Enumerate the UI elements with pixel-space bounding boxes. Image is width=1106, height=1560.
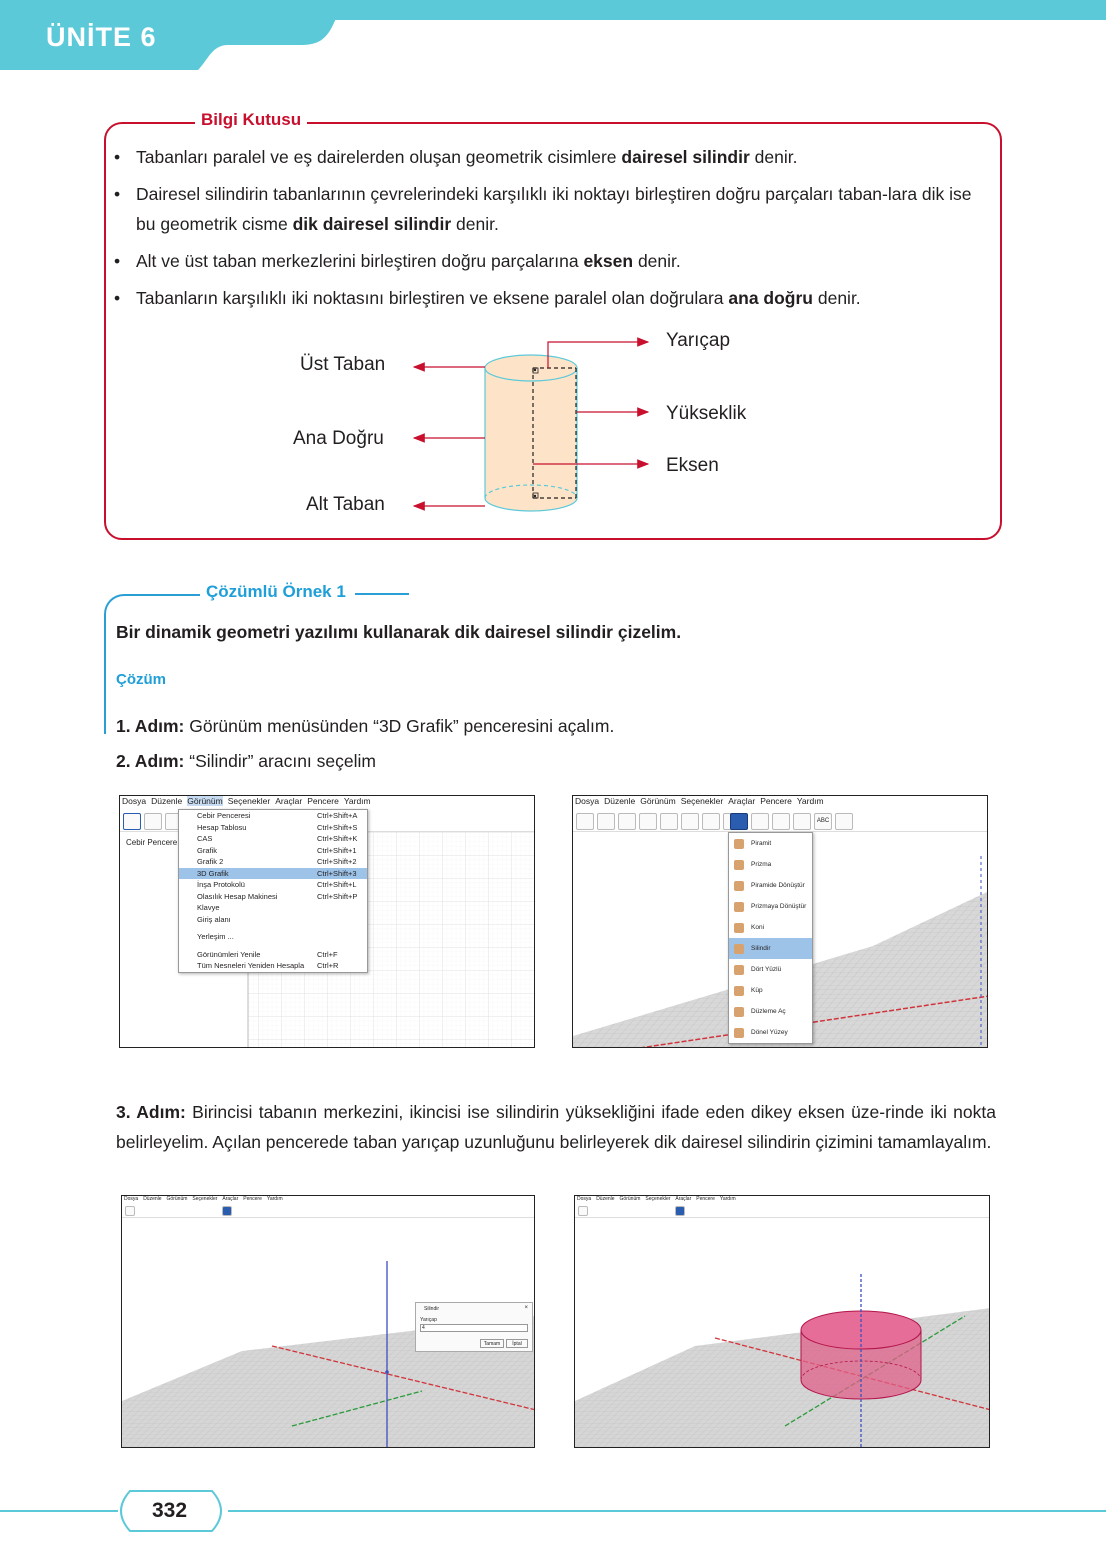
menubar	[573, 796, 987, 809]
menu-yardim[interactable]: Yardım	[796, 796, 824, 806]
point-tool-icon[interactable]	[597, 813, 615, 830]
sphere-tool-icon[interactable]	[751, 813, 769, 830]
menu-pencere[interactable]: Pencere	[307, 796, 339, 806]
view-menu-item[interactable]: İnşa Protokolü Ctrl+Shift+L	[197, 880, 357, 889]
view-menu-item[interactable]: CAS Ctrl+Shift+K	[197, 834, 358, 843]
3d-plane-with-cylinder	[575, 1196, 990, 1448]
ok-button[interactable]: Tamam	[480, 1339, 504, 1348]
info-bullets	[114, 142, 994, 320]
menu-secenekler[interactable]: Seçenekler	[645, 1196, 671, 1202]
radius-dialog	[415, 1302, 533, 1352]
solids-tool-menu	[728, 832, 813, 1044]
example-frame	[104, 594, 304, 734]
menubar	[575, 1196, 989, 1204]
text-tool-icon[interactable]: ABC	[814, 813, 832, 830]
tool-item[interactable]: Prizma	[729, 854, 812, 875]
circle-tool-icon[interactable]	[681, 813, 699, 830]
cylinder-diagram	[400, 330, 670, 525]
cancel-button[interactable]: İptal	[506, 1339, 528, 1348]
menu-pencere[interactable]: Pencere	[696, 1196, 715, 1202]
info-box-title: Bilgi Kutusu	[195, 110, 307, 130]
view-menu-item[interactable]: Hesap Tablosu Ctrl+Shift+S	[197, 822, 358, 832]
label-yaricap: Yarıçap	[666, 330, 731, 351]
step-2: 2. Adım: “Silindir” aracını seçelim	[116, 751, 376, 771]
toolbar	[573, 810, 987, 832]
move-tool-icon[interactable]	[578, 1206, 588, 1216]
tool-item[interactable]: Prizmaya Dönüştür	[729, 896, 812, 917]
reflect-tool-icon[interactable]	[793, 813, 811, 830]
bullet-3: • Alt ve üst taban merkezlerini birleştiren doğru parçalarına eksen denir.	[114, 246, 994, 276]
menu-pencere[interactable]: Pencere	[760, 796, 792, 806]
label-eksen: Eksen	[666, 455, 719, 476]
menu-dosya[interactable]: Dosya	[575, 796, 600, 806]
unit-label: ÜNİTE 6	[46, 22, 157, 52]
view-menu-item[interactable]: Cebir Penceresi Ctrl+Shift+A	[197, 811, 358, 820]
view-menu-item-3d-graphics[interactable]: 3D Grafik Ctrl+Shift+3	[179, 868, 367, 880]
bullet-4: • Tabanların karşılıklı iki noktasını birleştiren ve eksene paralel olan doğrulara ana doğru denir.	[114, 283, 994, 313]
menubar	[120, 796, 534, 809]
menu-duzenle[interactable]: Düzenle	[596, 1196, 615, 1202]
move-tool-icon[interactable]	[125, 1206, 135, 1216]
angle-tool-icon[interactable]	[772, 813, 790, 830]
toolbar	[575, 1205, 989, 1218]
view-menu-item[interactable]: Grafik 2 Ctrl+Shift+2	[197, 857, 357, 866]
view-menu-item[interactable]: Klavye	[197, 903, 220, 912]
screenshot-finished-cylinder	[574, 1195, 990, 1448]
step-3: 3. Adım: Birincisi tabanın merkezini, ikincisi ise silindirin yüksekliğini ifade eden dikey eksen üze-rinde iki nokta belirleyelim. Açılan pencerede taban yarıçap uzunluğunu belirleyerek dik dairesel silindirin çizimini tamamlayalım.	[116, 1102, 996, 1152]
radius-label: Yarıçap	[420, 1317, 437, 1323]
example-title: Çözümlü Örnek 1	[200, 582, 352, 602]
tool-item[interactable]: Dönel Yüzey	[729, 1022, 812, 1043]
menu-pencere[interactable]: Pencere	[243, 1196, 262, 1202]
menu-duzenle[interactable]: Düzenle	[604, 796, 636, 806]
label-alt-taban: Alt Taban	[306, 494, 385, 515]
solids-tool-icon[interactable]	[675, 1206, 685, 1216]
close-icon[interactable]: ×	[524, 1305, 528, 1311]
solution-label: Çözüm	[116, 671, 166, 688]
view-menu-item[interactable]: Giriş alanı	[197, 914, 231, 924]
line-tool-icon[interactable]	[618, 813, 636, 830]
menu-araclar[interactable]: Araçlar	[275, 796, 303, 806]
menu-yardim[interactable]: Yardım	[266, 1196, 283, 1202]
screenshot-view-menu	[119, 795, 535, 1048]
menu-dosya[interactable]: Dosya	[124, 1196, 139, 1202]
bullet-1: • Tabanları paralel ve eş dairelerden oluşan geometrik cisimlere dairesel silindir denir.	[114, 142, 994, 172]
view-menu	[178, 809, 368, 973]
radius-input[interactable]: 4	[420, 1324, 528, 1332]
menu-yardim[interactable]: Yardım	[343, 796, 371, 806]
example-question: Bir dinamik geometri yazılımı kullanarak dik dairesel silindir çizelim.	[116, 622, 682, 642]
screenshot-cylinder-tool	[572, 795, 988, 1048]
menu-araclar[interactable]: Araçlar	[222, 1196, 239, 1202]
page-number: 332	[152, 1499, 188, 1522]
tool-item-cylinder[interactable]: Silindir	[729, 938, 812, 959]
menu-duzenle[interactable]: Düzenle	[151, 796, 183, 806]
menu-dosya[interactable]: Dosya	[577, 1196, 592, 1202]
view-menu-item[interactable]: Olasılık Hesap Makinesi Ctrl+Shift+P	[197, 891, 358, 901]
menu-araclar[interactable]: Araçlar	[675, 1196, 692, 1202]
tool-item[interactable]: Dört Yüzlü	[729, 959, 812, 980]
move-tool-icon[interactable]	[123, 813, 141, 830]
algebra-tab[interactable]: Cebir Pencere	[126, 838, 178, 847]
menu-gorunum[interactable]: Görünüm	[619, 1196, 641, 1202]
menu-yardim[interactable]: Yardım	[719, 1196, 736, 1202]
polygon-tool-icon[interactable]	[660, 813, 678, 830]
menu-secenekler[interactable]: Seçenekler	[680, 796, 724, 806]
step-1: 1. Adım: Görünüm menüsünden “3D Grafik” penceresini açalım.	[116, 716, 615, 736]
screenshot-radius-dialog	[121, 1195, 535, 1448]
menu-gorunum[interactable]: Görünüm	[187, 796, 223, 806]
menu-gorunum[interactable]: Görünüm	[640, 796, 676, 806]
menu-secenekler[interactable]: Seçenekler	[227, 796, 271, 806]
solids-tool-icon[interactable]	[222, 1206, 232, 1216]
dialog-title: Silindir	[424, 1306, 440, 1312]
tool-item[interactable]: Piramide Dönüştür	[729, 875, 812, 896]
menu-araclar[interactable]: Araçlar	[728, 796, 756, 806]
menubar	[122, 1196, 534, 1204]
example-title-rule	[355, 593, 409, 595]
menu-gorunum[interactable]: Görünüm	[166, 1196, 188, 1202]
bullet-2: • Dairesel silindirin tabanlarının çevrelerindeki karşılıklı iki noktayı birleştiren doğru parçaları taban-lara dik ise bu geometrik cisme dik dairesel silindir denir.	[114, 179, 994, 239]
label-ana-dogru: Ana Doğru	[293, 428, 384, 449]
menu-secenekler[interactable]: Seçenekler	[192, 1196, 218, 1202]
perpendicular-tool-icon[interactable]	[639, 813, 657, 830]
view-menu-item[interactable]: Tüm Nesneleri Yeniden Hesapla Ctrl+R	[197, 961, 339, 970]
tool-item[interactable]: Küp	[729, 980, 812, 1001]
move-tool-icon[interactable]	[576, 813, 594, 830]
label-ust-taban: Üst Taban	[300, 354, 386, 375]
tool-item[interactable]: Piramit	[729, 833, 812, 854]
view-menu-item[interactable]: Yerleşim ...	[197, 932, 234, 941]
view-menu-item[interactable]: Görünümleri Yenile Ctrl+F	[197, 949, 338, 959]
point-tool-icon[interactable]	[144, 813, 162, 830]
view-menu-item[interactable]: Grafik Ctrl+Shift+1	[197, 845, 357, 855]
label-yukseklik: Yükseklik	[666, 403, 747, 424]
move-view-tool-icon[interactable]	[835, 813, 853, 830]
menu-duzenle[interactable]: Düzenle	[143, 1196, 162, 1202]
intersect-tool-icon[interactable]	[702, 813, 720, 830]
tool-item[interactable]: Düzleme Aç	[729, 1001, 812, 1022]
tool-item[interactable]: Koni	[729, 917, 812, 938]
menu-dosya[interactable]: Dosya	[122, 796, 147, 806]
toolbar	[122, 1205, 534, 1218]
solids-tool-icon[interactable]	[730, 813, 748, 830]
